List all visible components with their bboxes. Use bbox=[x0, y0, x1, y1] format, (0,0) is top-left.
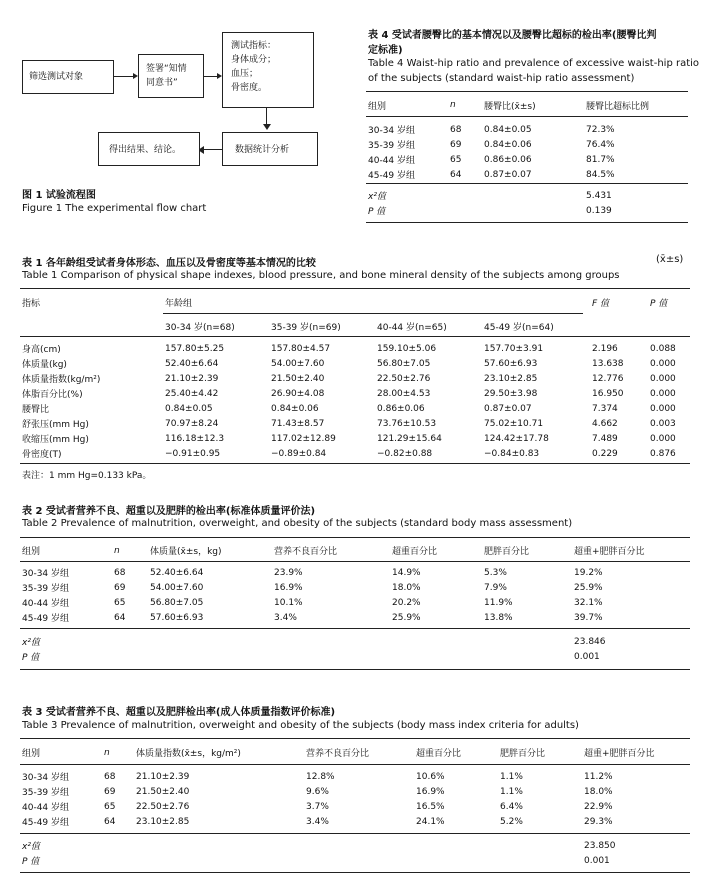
cell: 116.18±12.3 bbox=[165, 433, 225, 444]
box-screen-subjects bbox=[22, 60, 114, 94]
table-1-group-1: 30-34 岁(n=68) bbox=[165, 323, 235, 333]
cell: 54.00±7.60 bbox=[271, 358, 325, 369]
table-2-bottom-rule bbox=[20, 669, 690, 670]
cell: 收缩压(mm Hg) bbox=[22, 435, 89, 445]
table-row bbox=[22, 386, 688, 401]
cell: 35-39 岁组 bbox=[22, 788, 70, 798]
table-1-h-age: 年龄组 bbox=[165, 299, 193, 309]
table-row bbox=[368, 167, 686, 182]
cell: 84.5% bbox=[586, 169, 615, 180]
cell: 0.000 bbox=[650, 433, 676, 444]
table-3-title-en: Table 3 Prevalence of malnutrition, overweight and obesity of the subjects (body mass index criteria for adults) bbox=[22, 720, 579, 731]
cell: 16.9% bbox=[416, 786, 445, 797]
cell: 体质量(kg) bbox=[22, 360, 67, 370]
consent-line-1: 签署“知情 bbox=[146, 64, 187, 74]
cell: 0.84±0.05 bbox=[484, 124, 532, 135]
box-statistics bbox=[222, 132, 318, 166]
cell: 10.6% bbox=[416, 771, 445, 782]
cell: 45-49 岁组 bbox=[22, 614, 70, 624]
box-results bbox=[98, 132, 200, 166]
cell: 25.9% bbox=[574, 582, 603, 593]
table-1-group-3: 40-44 岁(n=65) bbox=[377, 323, 447, 333]
table-2-title-cn: 表 2 受试者营养不良、超重以及肥胖的检出率(标准体质量评价法) bbox=[22, 506, 316, 517]
screen-subjects-text: 筛选测试对象 bbox=[29, 72, 84, 82]
table-2-p-value: 0.001 bbox=[574, 651, 600, 662]
table-4-body bbox=[368, 122, 686, 182]
cell: 7.489 bbox=[592, 433, 618, 444]
cell: 3.7% bbox=[306, 801, 329, 812]
cell: 23.10±2.85 bbox=[484, 373, 538, 384]
table-1-h-indicator: 指标 bbox=[22, 299, 41, 309]
cell: 29.50±3.98 bbox=[484, 388, 538, 399]
cell: 体质量指数(kg/m²) bbox=[22, 375, 101, 385]
table-4-title-cn-1: 表 4 受试者腰臀比的基本情况以及腰臀比超标的检出率(腰臀比判 bbox=[368, 30, 657, 41]
table-4-h-whr: 腰臀比(x̄±s) bbox=[484, 101, 536, 112]
cell: 72.3% bbox=[586, 124, 615, 135]
table-row bbox=[368, 203, 686, 218]
cell: −0.82±0.88 bbox=[377, 448, 433, 459]
cell: 0.84±0.06 bbox=[484, 139, 532, 150]
cell: 18.0% bbox=[584, 786, 613, 797]
cell: 11.9% bbox=[484, 597, 513, 608]
table-row bbox=[22, 610, 688, 625]
cell: 30-34 岁组 bbox=[368, 126, 416, 136]
cell: 16.950 bbox=[592, 388, 624, 399]
table-1-bottom-rule bbox=[20, 463, 690, 464]
arrow-3-head bbox=[263, 124, 271, 130]
cell: 14.9% bbox=[392, 567, 421, 578]
table-4-top-rule bbox=[366, 91, 688, 92]
table-3-h-group: 组别 bbox=[22, 749, 41, 759]
cell: 40-44 岁组 bbox=[368, 156, 416, 166]
table-2-h-obesity: 肥胖百分比 bbox=[484, 547, 530, 557]
table-3-bottom-rule bbox=[20, 872, 690, 873]
table-row bbox=[22, 649, 688, 664]
table-1-header-rule bbox=[20, 336, 690, 337]
cell: 0.003 bbox=[650, 418, 676, 429]
table-2-header-row bbox=[22, 543, 688, 558]
table-row bbox=[22, 634, 688, 649]
cell: 0.000 bbox=[650, 403, 676, 414]
cell: 腰臀比 bbox=[22, 405, 50, 415]
cell: 28.00±4.53 bbox=[377, 388, 431, 399]
cell: 26.90±4.08 bbox=[271, 388, 325, 399]
cell: 1.1% bbox=[500, 786, 523, 797]
table-1-group-4: 45-49 岁(n=64) bbox=[484, 323, 554, 333]
table-2-p-label: P 值 bbox=[22, 653, 40, 663]
table-4-chi-label: x²值 bbox=[368, 192, 386, 202]
cell: 45-49 岁组 bbox=[22, 818, 70, 828]
cell: 64 bbox=[450, 169, 462, 180]
table-row bbox=[22, 565, 688, 580]
arrow-4 bbox=[202, 149, 222, 150]
cell: 69 bbox=[104, 786, 116, 797]
table-3-h-obesity: 肥胖百分比 bbox=[500, 749, 546, 759]
table-2-header bbox=[22, 543, 688, 558]
cell: 159.10±5.06 bbox=[377, 343, 437, 354]
table-4-header-row bbox=[368, 96, 686, 114]
table-1-group-2: 35-39 岁(n=69) bbox=[271, 323, 341, 333]
cell: 身高(cm) bbox=[22, 345, 61, 355]
cell: 29.3% bbox=[584, 816, 613, 827]
cell: 65 bbox=[114, 597, 126, 608]
cell: 5.2% bbox=[500, 816, 523, 827]
table-4-chi-value: 5.431 bbox=[586, 190, 612, 201]
table-1-age-rule bbox=[163, 313, 583, 314]
cell: 32.1% bbox=[574, 597, 603, 608]
cell: 30-34 岁组 bbox=[22, 773, 70, 783]
cell: 舒张压(mm Hg) bbox=[22, 420, 89, 430]
table-3-h-overweight: 超重百分比 bbox=[416, 749, 462, 759]
cell: 69 bbox=[114, 582, 126, 593]
cell: 0.86±0.06 bbox=[484, 154, 532, 165]
table-1-title-en: Table 1 Comparison of physical shape indexes, blood pressure, and bone mineral density of the subjects among groups bbox=[22, 270, 620, 281]
cell: 16.5% bbox=[416, 801, 445, 812]
cell: 12.776 bbox=[592, 373, 624, 384]
cell: 7.9% bbox=[484, 582, 507, 593]
cell: 73.76±10.53 bbox=[377, 418, 437, 429]
cell: 0.000 bbox=[650, 373, 676, 384]
cell: 21.50±2.40 bbox=[271, 373, 325, 384]
cell: 12.8% bbox=[306, 771, 335, 782]
table-row bbox=[368, 122, 686, 137]
table-4-p-label: P 值 bbox=[368, 207, 386, 217]
table-2-title-en: Table 2 Prevalence of malnutrition, overweight, and obesity of the subjects (standard body mass assessment) bbox=[22, 518, 573, 529]
cell: 76.4% bbox=[586, 139, 615, 150]
table-3-header bbox=[22, 745, 688, 760]
cell: 0.876 bbox=[650, 448, 676, 459]
cell: 117.02±12.89 bbox=[271, 433, 336, 444]
table-4-p-value: 0.139 bbox=[586, 205, 612, 216]
cell: 52.40±6.64 bbox=[150, 567, 204, 578]
table-3-header-row bbox=[22, 745, 688, 760]
cell: −0.89±0.84 bbox=[271, 448, 327, 459]
table-3-h-bmi: 体质量指数(x̄±s，kg/m²) bbox=[136, 749, 241, 759]
table-2-h-combined: 超重+肥胖百分比 bbox=[574, 547, 645, 557]
indicators-line-4: 骨密度。 bbox=[231, 83, 268, 93]
table-row bbox=[22, 799, 688, 814]
table-3-stats bbox=[22, 838, 688, 868]
cell: 69 bbox=[450, 139, 462, 150]
table-row bbox=[22, 341, 688, 356]
table-2-h-overweight: 超重百分比 bbox=[392, 547, 438, 557]
cell: 16.9% bbox=[274, 582, 303, 593]
table-2-h-mass: 体质量(x̄±s，kg) bbox=[150, 547, 222, 557]
table-4-header-rule bbox=[366, 116, 688, 117]
table-4-stats bbox=[368, 188, 686, 218]
table-4-h-n: n bbox=[450, 100, 456, 110]
cell: 157.80±4.57 bbox=[271, 343, 331, 354]
cell: 124.42±17.78 bbox=[484, 433, 549, 444]
table-1-title-cn: 表 1 各年龄组受试者身体形态、血压以及骨密度等基本情况的比较 bbox=[22, 258, 316, 269]
table-row bbox=[22, 446, 688, 461]
cell: 22.50±2.76 bbox=[136, 801, 190, 812]
table-4-title-cn-2: 定标准) bbox=[368, 45, 403, 56]
cell: 4.662 bbox=[592, 418, 618, 429]
table-4-grid bbox=[368, 96, 686, 114]
table-4-title-en-1: Table 4 Waist-hip ratio and prevalence of excessive waist-hip ratio bbox=[368, 58, 700, 69]
table-row bbox=[22, 784, 688, 799]
cell: 39.7% bbox=[574, 612, 603, 623]
cell: 5.3% bbox=[484, 567, 507, 578]
cell: 81.7% bbox=[586, 154, 615, 165]
table-1-top-rule bbox=[20, 288, 690, 289]
table-2-body bbox=[22, 565, 688, 625]
cell: 57.60±6.93 bbox=[484, 358, 538, 369]
cell: 2.196 bbox=[592, 343, 618, 354]
cell: 52.40±6.64 bbox=[165, 358, 219, 369]
table-2-chi-value: 23.846 bbox=[574, 636, 606, 647]
cell: 35-39 岁组 bbox=[368, 141, 416, 151]
cell: 57.60±6.93 bbox=[150, 612, 204, 623]
cell: 121.29±15.64 bbox=[377, 433, 442, 444]
table-2-header-rule bbox=[20, 561, 690, 562]
table-2-body-rule bbox=[20, 628, 690, 629]
cell: 23.10±2.85 bbox=[136, 816, 190, 827]
table-row bbox=[368, 137, 686, 152]
indicators-line-1: 测试指标： bbox=[231, 41, 277, 51]
cell: 骨密度(T) bbox=[22, 450, 62, 460]
cell: 157.80±5.25 bbox=[165, 343, 225, 354]
table-row bbox=[22, 371, 688, 386]
cell: 0.088 bbox=[650, 343, 676, 354]
cell: 22.9% bbox=[584, 801, 613, 812]
cell: 65 bbox=[450, 154, 462, 165]
indicators-line-2: 身体成分； bbox=[231, 55, 277, 65]
table-3-p-value: 0.001 bbox=[584, 855, 610, 866]
table-3-body-rule bbox=[20, 833, 690, 834]
table-1-note: 表注：1 mm Hg=0.133 kPa。 bbox=[22, 471, 152, 481]
cell: 56.80±7.05 bbox=[377, 358, 431, 369]
table-1-unit: (x̄±s) bbox=[656, 254, 684, 265]
cell: 3.4% bbox=[274, 612, 297, 623]
cell: 45-49 岁组 bbox=[368, 171, 416, 181]
cell: 0.000 bbox=[650, 358, 676, 369]
table-2-h-n: n bbox=[114, 545, 120, 556]
cell: 54.00±7.60 bbox=[150, 582, 204, 593]
table-4-body-rule bbox=[366, 183, 688, 184]
consent-line-2: 同意书” bbox=[146, 78, 178, 88]
cell: 21.50±2.40 bbox=[136, 786, 190, 797]
cell: 35-39 岁组 bbox=[22, 584, 70, 594]
cell: 11.2% bbox=[584, 771, 613, 782]
table-3-title-cn: 表 3 受试者营养不良、超重以及肥胖检出率(成人体质量指数评价标准) bbox=[22, 707, 336, 718]
cell: 10.1% bbox=[274, 597, 303, 608]
cell: −0.84±0.83 bbox=[484, 448, 540, 459]
cell: 0.84±0.05 bbox=[165, 403, 213, 414]
table-4-title-en-2: of the subjects (standard waist-hip ratio assessment) bbox=[368, 73, 635, 84]
cell: 0.87±0.07 bbox=[484, 169, 532, 180]
statistics-text: 数据统计分析 bbox=[235, 145, 290, 155]
cell: 21.10±2.39 bbox=[136, 771, 190, 782]
table-2-chi-label: x²值 bbox=[22, 638, 40, 648]
table-3-body bbox=[22, 769, 688, 829]
cell: 0.86±0.06 bbox=[377, 403, 425, 414]
table-2-stats bbox=[22, 634, 688, 664]
table-3-top-rule bbox=[20, 738, 690, 739]
cell: 157.70±3.91 bbox=[484, 343, 544, 354]
cell: 0.229 bbox=[592, 448, 618, 459]
cell: 64 bbox=[114, 612, 126, 623]
figure-1-caption-cn: 图 1 试验流程图 bbox=[22, 190, 96, 201]
results-text: 得出结果、结论。 bbox=[109, 145, 182, 155]
cell: 13.638 bbox=[592, 358, 624, 369]
table-row bbox=[22, 356, 688, 371]
table-row bbox=[368, 152, 686, 167]
cell: 3.4% bbox=[306, 816, 329, 827]
table-row bbox=[22, 838, 688, 853]
table-2-h-malnutrition: 营养不良百分比 bbox=[274, 547, 338, 557]
cell: 25.40±4.42 bbox=[165, 388, 219, 399]
table-row bbox=[22, 416, 688, 431]
table-4-h-group: 组别 bbox=[368, 101, 387, 112]
cell: 71.43±8.57 bbox=[271, 418, 325, 429]
cell: 9.6% bbox=[306, 786, 329, 797]
figure-1-caption-en: Figure 1 The experimental flow chart bbox=[22, 203, 207, 214]
table-2-h-group: 组别 bbox=[22, 547, 41, 557]
table-row bbox=[22, 580, 688, 595]
cell: 25.9% bbox=[392, 612, 421, 623]
table-row bbox=[22, 853, 688, 868]
cell: 68 bbox=[450, 124, 462, 135]
table-row bbox=[22, 595, 688, 610]
table-1-h-f: F 值 bbox=[592, 299, 610, 309]
cell: −0.91±0.95 bbox=[165, 448, 221, 459]
table-3-h-malnutrition: 营养不良百分比 bbox=[306, 749, 370, 759]
table-2-top-rule bbox=[20, 537, 690, 538]
cell: 1.1% bbox=[500, 771, 523, 782]
cell: 30-34 岁组 bbox=[22, 569, 70, 579]
cell: 13.8% bbox=[484, 612, 513, 623]
cell: 64 bbox=[104, 816, 116, 827]
table-3-header-rule bbox=[20, 764, 690, 765]
cell: 21.10±2.39 bbox=[165, 373, 219, 384]
table-row bbox=[22, 814, 688, 829]
cell: 68 bbox=[114, 567, 126, 578]
cell: 0.000 bbox=[650, 388, 676, 399]
table-3-chi-label: x²值 bbox=[22, 842, 40, 852]
cell: 40-44 岁组 bbox=[22, 803, 70, 813]
table-4-bottom-rule bbox=[366, 222, 688, 223]
cell: 56.80±7.05 bbox=[150, 597, 204, 608]
cell: 7.374 bbox=[592, 403, 618, 414]
cell: 22.50±2.76 bbox=[377, 373, 431, 384]
cell: 68 bbox=[104, 771, 116, 782]
box-consent bbox=[138, 54, 204, 98]
indicators-line-3: 血压； bbox=[231, 69, 259, 79]
table-row bbox=[368, 188, 686, 203]
table-3-chi-value: 23.850 bbox=[584, 840, 616, 851]
cell: 40-44 岁组 bbox=[22, 599, 70, 609]
cell: 0.87±0.07 bbox=[484, 403, 532, 414]
table-3-p-label: P 值 bbox=[22, 857, 40, 867]
box-indicators bbox=[222, 32, 314, 108]
cell: 20.2% bbox=[392, 597, 421, 608]
table-4-h-rate: 腰臀比超标比例 bbox=[586, 101, 650, 112]
cell: 65 bbox=[104, 801, 116, 812]
cell: 体脂百分比(%) bbox=[22, 390, 83, 400]
table-row bbox=[22, 769, 688, 784]
table-3-h-combined: 超重+肥胖百分比 bbox=[584, 749, 655, 759]
table-1-body bbox=[22, 341, 688, 461]
cell: 70.97±8.24 bbox=[165, 418, 219, 429]
cell: 18.0% bbox=[392, 582, 421, 593]
cell: 0.84±0.06 bbox=[271, 403, 319, 414]
cell: 23.9% bbox=[274, 567, 303, 578]
cell: 6.4% bbox=[500, 801, 523, 812]
table-1-h-p: P 值 bbox=[650, 299, 668, 309]
table-row bbox=[22, 431, 688, 446]
table-row bbox=[22, 401, 688, 416]
cell: 24.1% bbox=[416, 816, 445, 827]
table-3-h-n: n bbox=[104, 747, 110, 758]
cell: 19.2% bbox=[574, 567, 603, 578]
cell: 75.02±10.71 bbox=[484, 418, 544, 429]
